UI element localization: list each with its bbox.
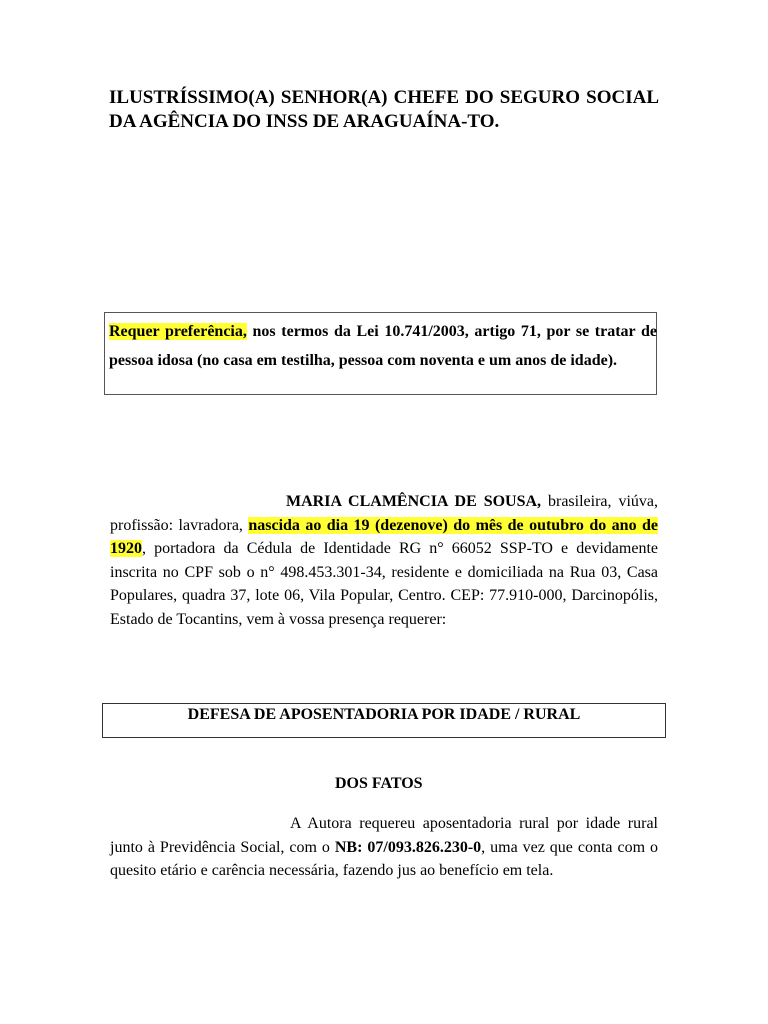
preference-request-text: [109, 317, 657, 375]
plaintiff-name: MARIA CLAMÊNCIA DE SOUSA,: [286, 493, 542, 510]
preference-highlight: Requer preferência,: [109, 323, 247, 340]
preference-body: nos termos da Lei 10.741/2003, artigo 71, por se tratar de pessoa idosa (no casa em testilha, pessoa com noventa e um anos de idade).: [109, 323, 657, 369]
facts-part1: A Autora requereu aposentadoria rural por idade rural junto à Previdência Social, com o: [110, 815, 658, 856]
preference-request-box: [104, 312, 657, 395]
document-title-box: DEFESA DE APOSENTADORIA POR IDADE / RURAL: [102, 703, 666, 738]
facts-paragraph: [110, 812, 658, 883]
benefit-number: NB: 07/093.826.230-0: [334, 838, 482, 856]
facts-section-title: DOS FATOS: [335, 775, 423, 792]
facts-part2: , uma vez que conta com o quesito etário e carência necessária, fazendo jus ao benefício em tela.: [110, 838, 659, 879]
qualification-part1: brasileira, viúva, profissão: lavradora,: [110, 493, 659, 534]
qualification-part2: , portadora da Cédula de Identidade RG n° 66052 SSP-TO e devidamente inscrita no CPF sob o n° 498.453.301-34, residente e domiciliada na Rua 03, Casa Populares, quadra 37, lote 06, Vila Popular, Centro. CEP: 77.910-000, Darcinopólis, Estado de Tocantins, vem à vossa presença requerer:: [110, 540, 658, 628]
document-heading: ILUSTRÍSSIMO(A) SENHOR(A) CHEFE DO SEGURO SOCIAL DA AGÊNCIA DO INSS DE ARAGUAÍNA-TO.: [109, 87, 659, 132]
birth-date-highlight: nascida ao dia 19 (dezenove) do mês de outubro do ano de 1920: [110, 516, 658, 557]
qualification-paragraph: [110, 490, 658, 631]
